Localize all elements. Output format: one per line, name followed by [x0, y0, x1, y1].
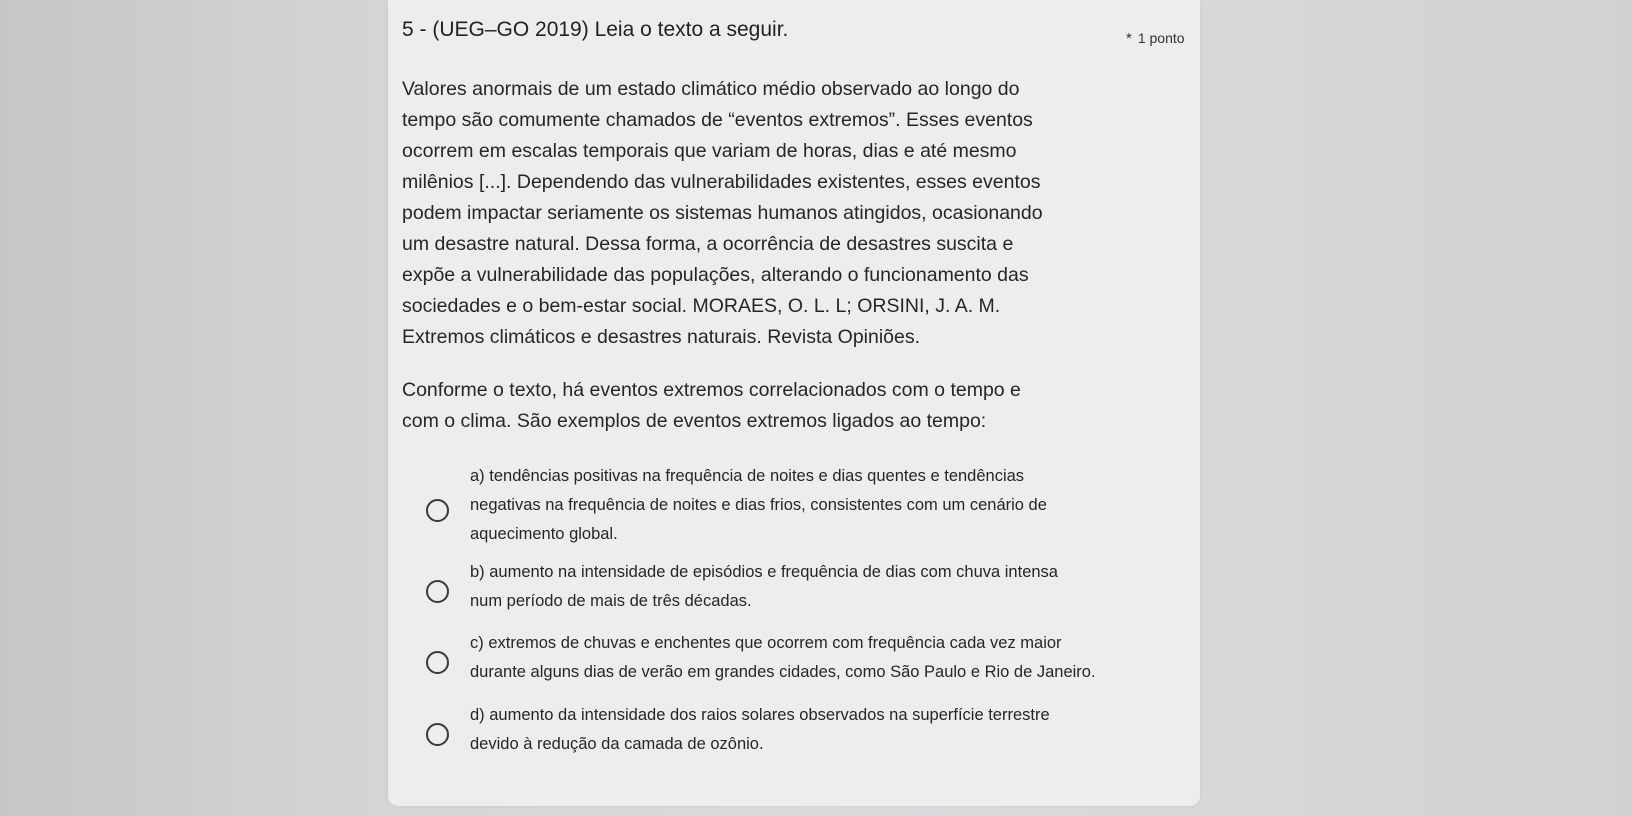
points-label: 1 ponto: [1137, 30, 1185, 46]
option-b-label[interactable]: [470, 558, 1160, 616]
passage-line: ocorrem em escalas temporais que variam de horas, dias e até mesmo: [402, 140, 1017, 162]
passage-line: um desastre natural. Dessa forma, a ocorrência de desastres suscita e: [402, 233, 1014, 255]
passage-line: milênios [...]. Dependendo das vulnerabilidades existentes, esses eventos: [402, 171, 1041, 193]
option-line: a) tendências positivas na frequência de noites e dias quentes e tendências: [470, 467, 1025, 485]
option-c-radio[interactable]: [426, 651, 449, 674]
option-line: durante alguns dias de verão em grandes cidades, como São Paulo e Rio de Janeiro.: [470, 663, 1096, 681]
passage-line: podem impactar seriamente os sistemas humanos atingidos, ocasionando: [402, 202, 1043, 224]
passage-line: expõe a vulnerabilidade das populações, alterando o funcionamento das: [402, 264, 1029, 286]
passage-line: Extremos climáticos e desastres naturais. Revista Opiniões.: [402, 326, 921, 348]
prompt-line: Conforme o texto, há eventos extremos correlacionados com o tempo e: [402, 379, 1021, 401]
option-d-radio[interactable]: [426, 723, 449, 746]
passage-paragraph: [402, 74, 1147, 353]
option-line: c) extremos de chuvas e enchentes que ocorrem com frequência cada vez maior: [470, 634, 1062, 652]
option-a-radio[interactable]: [426, 499, 449, 522]
passage-line: sociedades e o bem-estar social. MORAES, O. L. L; ORSINI, J. A. M.: [402, 295, 1001, 317]
required-asterisk: *: [1126, 30, 1132, 47]
option-line: b) aumento na intensidade de episódios e frequência de dias com chuva intensa: [470, 563, 1058, 581]
option-line: num período de mais de três décadas.: [470, 592, 752, 610]
option-line: d) aumento da intensidade dos raios solares observados na superfície terrestre: [470, 706, 1050, 724]
question-card: [388, 0, 1200, 806]
question-title: 5 - (UEG–GO 2019) Leia o texto a seguir.: [402, 18, 789, 41]
option-line: devido à redução da camada de ozônio.: [470, 735, 764, 753]
option-c-label[interactable]: [470, 629, 1160, 687]
passage-line: tempo são comumente chamados de “eventos extremos”. Esses eventos: [402, 109, 1033, 131]
passage-line: Valores anormais de um estado climático médio observado ao longo do: [402, 78, 1020, 100]
question-points: [1126, 30, 1185, 47]
prompt-line: com o clima. São exemplos de eventos extremos ligados ao tempo:: [402, 410, 987, 432]
option-line: aquecimento global.: [470, 525, 618, 543]
option-a-label[interactable]: [470, 462, 1160, 549]
option-line: negativas na frequência de noites e dias frios, consistentes com um cenário de: [470, 496, 1047, 514]
option-d-label[interactable]: [470, 701, 1160, 759]
question-prompt: [402, 375, 1147, 437]
option-b-radio[interactable]: [426, 580, 449, 603]
passage-text: [402, 74, 1147, 437]
